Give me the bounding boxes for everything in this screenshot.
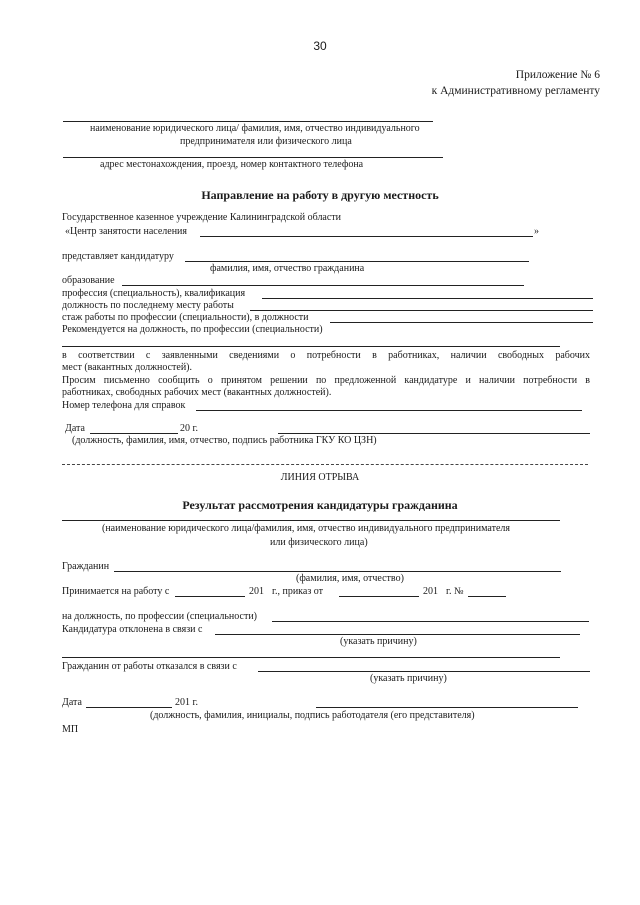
result-employer-caption: (наименование юридического лица/фамилия, имя, отчество индивидуального предпринимателя <box>102 523 510 534</box>
citizen-caption: (фамилия, имя, отчество) <box>296 573 404 584</box>
refused-label: Гражданин от работы отказался в связи с <box>62 661 237 672</box>
candidate-line <box>185 261 529 262</box>
employment-center-label: «Центр занятости населения <box>65 226 188 237</box>
experience-label: стаж работы по профессии (специальности), в должности <box>62 312 309 323</box>
education-label: образование <box>62 275 115 286</box>
referral-title: Направление на работу в другую местность <box>201 188 439 202</box>
appendix-number: Приложение № 6 <box>515 69 600 81</box>
hired-date-line <box>175 596 245 597</box>
employer-name-caption: наименование юридического лица/ фамилия, имя, отчество индивидуального <box>90 123 420 134</box>
candidate-caption: фамилия, имя, отчество гражданина <box>210 263 365 274</box>
referral-signature-line <box>278 433 590 434</box>
order-label: г., приказ от <box>272 586 324 597</box>
last-position-line <box>250 310 593 311</box>
request-note-line1: Просим письменно сообщить о принятом решении по предложенной кандидатуре и наличии потребности в <box>62 375 590 386</box>
result-title: Результат рассмотрения кандидатуры гражданина <box>182 498 458 512</box>
vacancy-note-line2: мест (вакантных должностей). <box>62 362 193 373</box>
page-number: 30 <box>313 39 327 53</box>
referral-date-year: 20 г. <box>180 423 198 434</box>
hired-label: Принимается на работу с <box>62 586 170 597</box>
refused-reason-line <box>258 671 590 672</box>
result-date-year: 201 г. <box>175 697 198 708</box>
phone-label: Номер телефона для справок <box>62 400 186 411</box>
vacancy-note-line1: в соответствии с заявленными сведениями о потребности в работниках, наличии свободных рабочих <box>62 350 590 361</box>
profession-line <box>262 298 593 299</box>
order-number-label: г. № <box>446 586 464 597</box>
stamp-label: МП <box>62 724 79 735</box>
rejected-label: Кандидатура отклонена в связи с <box>62 624 203 635</box>
employer-address-line <box>63 157 443 158</box>
employment-center-close-quote: » <box>534 226 539 237</box>
referral-date-line <box>90 433 178 434</box>
phone-line <box>196 410 582 411</box>
profession-label: профессия (специальность), квалификация <box>62 288 246 299</box>
referral-signature-caption: (должность, фамилия, имя, отчество, подпись работника ГКУ КО ЦЗН) <box>72 435 377 446</box>
result-date-line <box>86 707 172 708</box>
result-position-line <box>272 621 589 622</box>
employer-name-line <box>63 121 433 122</box>
result-employer-caption-2: или физического лица) <box>270 537 368 548</box>
recommended-line <box>62 346 560 347</box>
employer-name-caption-2: предпринимателя или физического лица <box>180 136 352 147</box>
order-number-line <box>468 596 506 597</box>
tear-line-label: ЛИНИЯ ОТРЫВА <box>280 472 360 483</box>
employer-address-caption: адрес местонахождения, проезд, номер контактного телефона <box>100 159 364 170</box>
rejected-reason-line <box>215 634 580 635</box>
result-date-label: Дата <box>62 697 82 708</box>
rejected-reason-line-2 <box>62 657 560 658</box>
result-signature-line <box>316 707 578 708</box>
result-signature-caption: (должность, фамилия, инициалы, подпись работодателя (его представителя) <box>150 710 475 721</box>
appendix-regulation: к Административному регламенту <box>431 85 600 97</box>
candidate-label: представляет кандидатуру <box>62 251 174 262</box>
request-note-line2: работниках, свободных рабочих мест (вакантных должностей). <box>62 387 332 398</box>
experience-line <box>330 322 593 323</box>
result-position-label: на должность, по профессии (специальности) <box>62 611 257 622</box>
org-name: Государственное казенное учреждение Калининградской области <box>62 212 342 223</box>
education-line <box>122 285 524 286</box>
citizen-label: Гражданин <box>62 561 110 572</box>
hired-year: 201 <box>249 586 264 597</box>
employment-center-line <box>200 236 533 237</box>
rejected-reason-caption: (указать причину) <box>340 636 417 647</box>
result-employer-line <box>62 520 560 521</box>
last-position-label: должность по последнему месту работы <box>62 300 234 311</box>
order-year: 201 <box>423 586 438 597</box>
order-date-line <box>339 596 419 597</box>
refused-reason-caption: (указать причину) <box>370 673 447 684</box>
citizen-line <box>114 571 561 572</box>
referral-date-label: Дата <box>65 423 85 434</box>
tear-line <box>62 464 588 465</box>
recommended-label: Рекомендуется на должность, по профессии (специальности) <box>62 324 323 335</box>
